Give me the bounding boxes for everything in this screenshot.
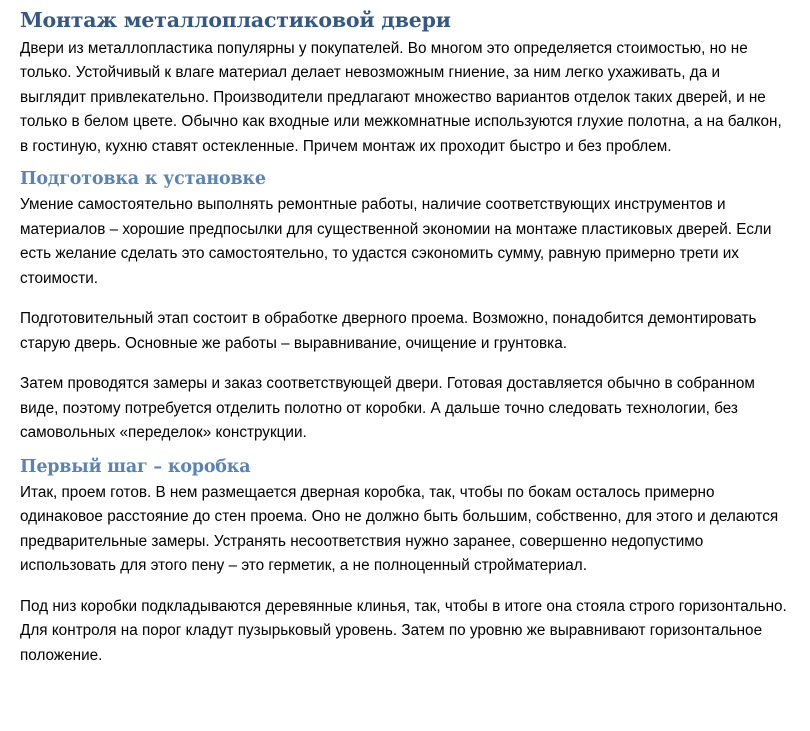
section-preparation (20, 169, 790, 446)
section-frame (20, 457, 790, 669)
section-paragraph: Умение самостоятельно выполнять ремонтные работы, наличие соответствующих инструментов и материалов – хорошие предпосылки для существенной экономии на монтаже пластиковых дверей. Если есть желание сделать это самостоятельно, то удастся сэкономить сумму, равную примерно трети их стоимости. (20, 196, 772, 287)
section-paragraph: Затем проводятся замеры и заказ соответствующей двери. Готовая доставляется обычно в собранном виде, поэтому потребуется отделить полотно от коробки. А дальше точно следовать технологии, без самовольных «переделок» конструкции. (20, 375, 755, 442)
article-title: Монтаж металлопластиковой двери (20, 8, 451, 32)
article (20, 8, 790, 668)
section-heading: Подготовка к установке (20, 169, 266, 190)
section-paragraph: Итак, проем готов. В нем размещается дверная коробка, так, чтобы по бокам осталось примерно одинаковое расстояние до стен проема. Оно не должно быть большим, собственно, для этого и делаются предварительные замеры. Устранять несоответствия нужно заранее, совершенно недопустимо использовать для этого пену – это герметик, а не полноценный стройматериал. (20, 483, 779, 575)
section-paragraph: Подготовительный этап состоит в обработке дверного проема. Возможно, понадобится демонтировать старую дверь. Основные же работы – выравнивание, очищение и грунтовка. (20, 310, 757, 352)
section-paragraph: Под низ коробки подкладываются деревянные клинья, так, чтобы в итоге она стояла строго горизонтально. Для контроля на порог кладут пузырьковый уровень. Затем по уровню же выравнивают горизонтальное положение. (20, 597, 787, 664)
section-heading: Первый шаг – коробка (20, 456, 251, 477)
intro-paragraph: Двери из металлопластика популярны у покупателей. Во многом это определяется стоимостью, но не только. Устойчивый к влаге материал делает невозможным гниение, за ним легко ухаживать, да и выглядит привлекательно. Производители предлагают множество вариантов отделок таких дверей, и не только в белом цвете. Обычно как входные или межкомнатные используются глухие полотна, а на балкон, в гостиную, кухню ставят остекленные. Причем монтаж их проходит быстро и без проблем. (20, 39, 782, 155)
